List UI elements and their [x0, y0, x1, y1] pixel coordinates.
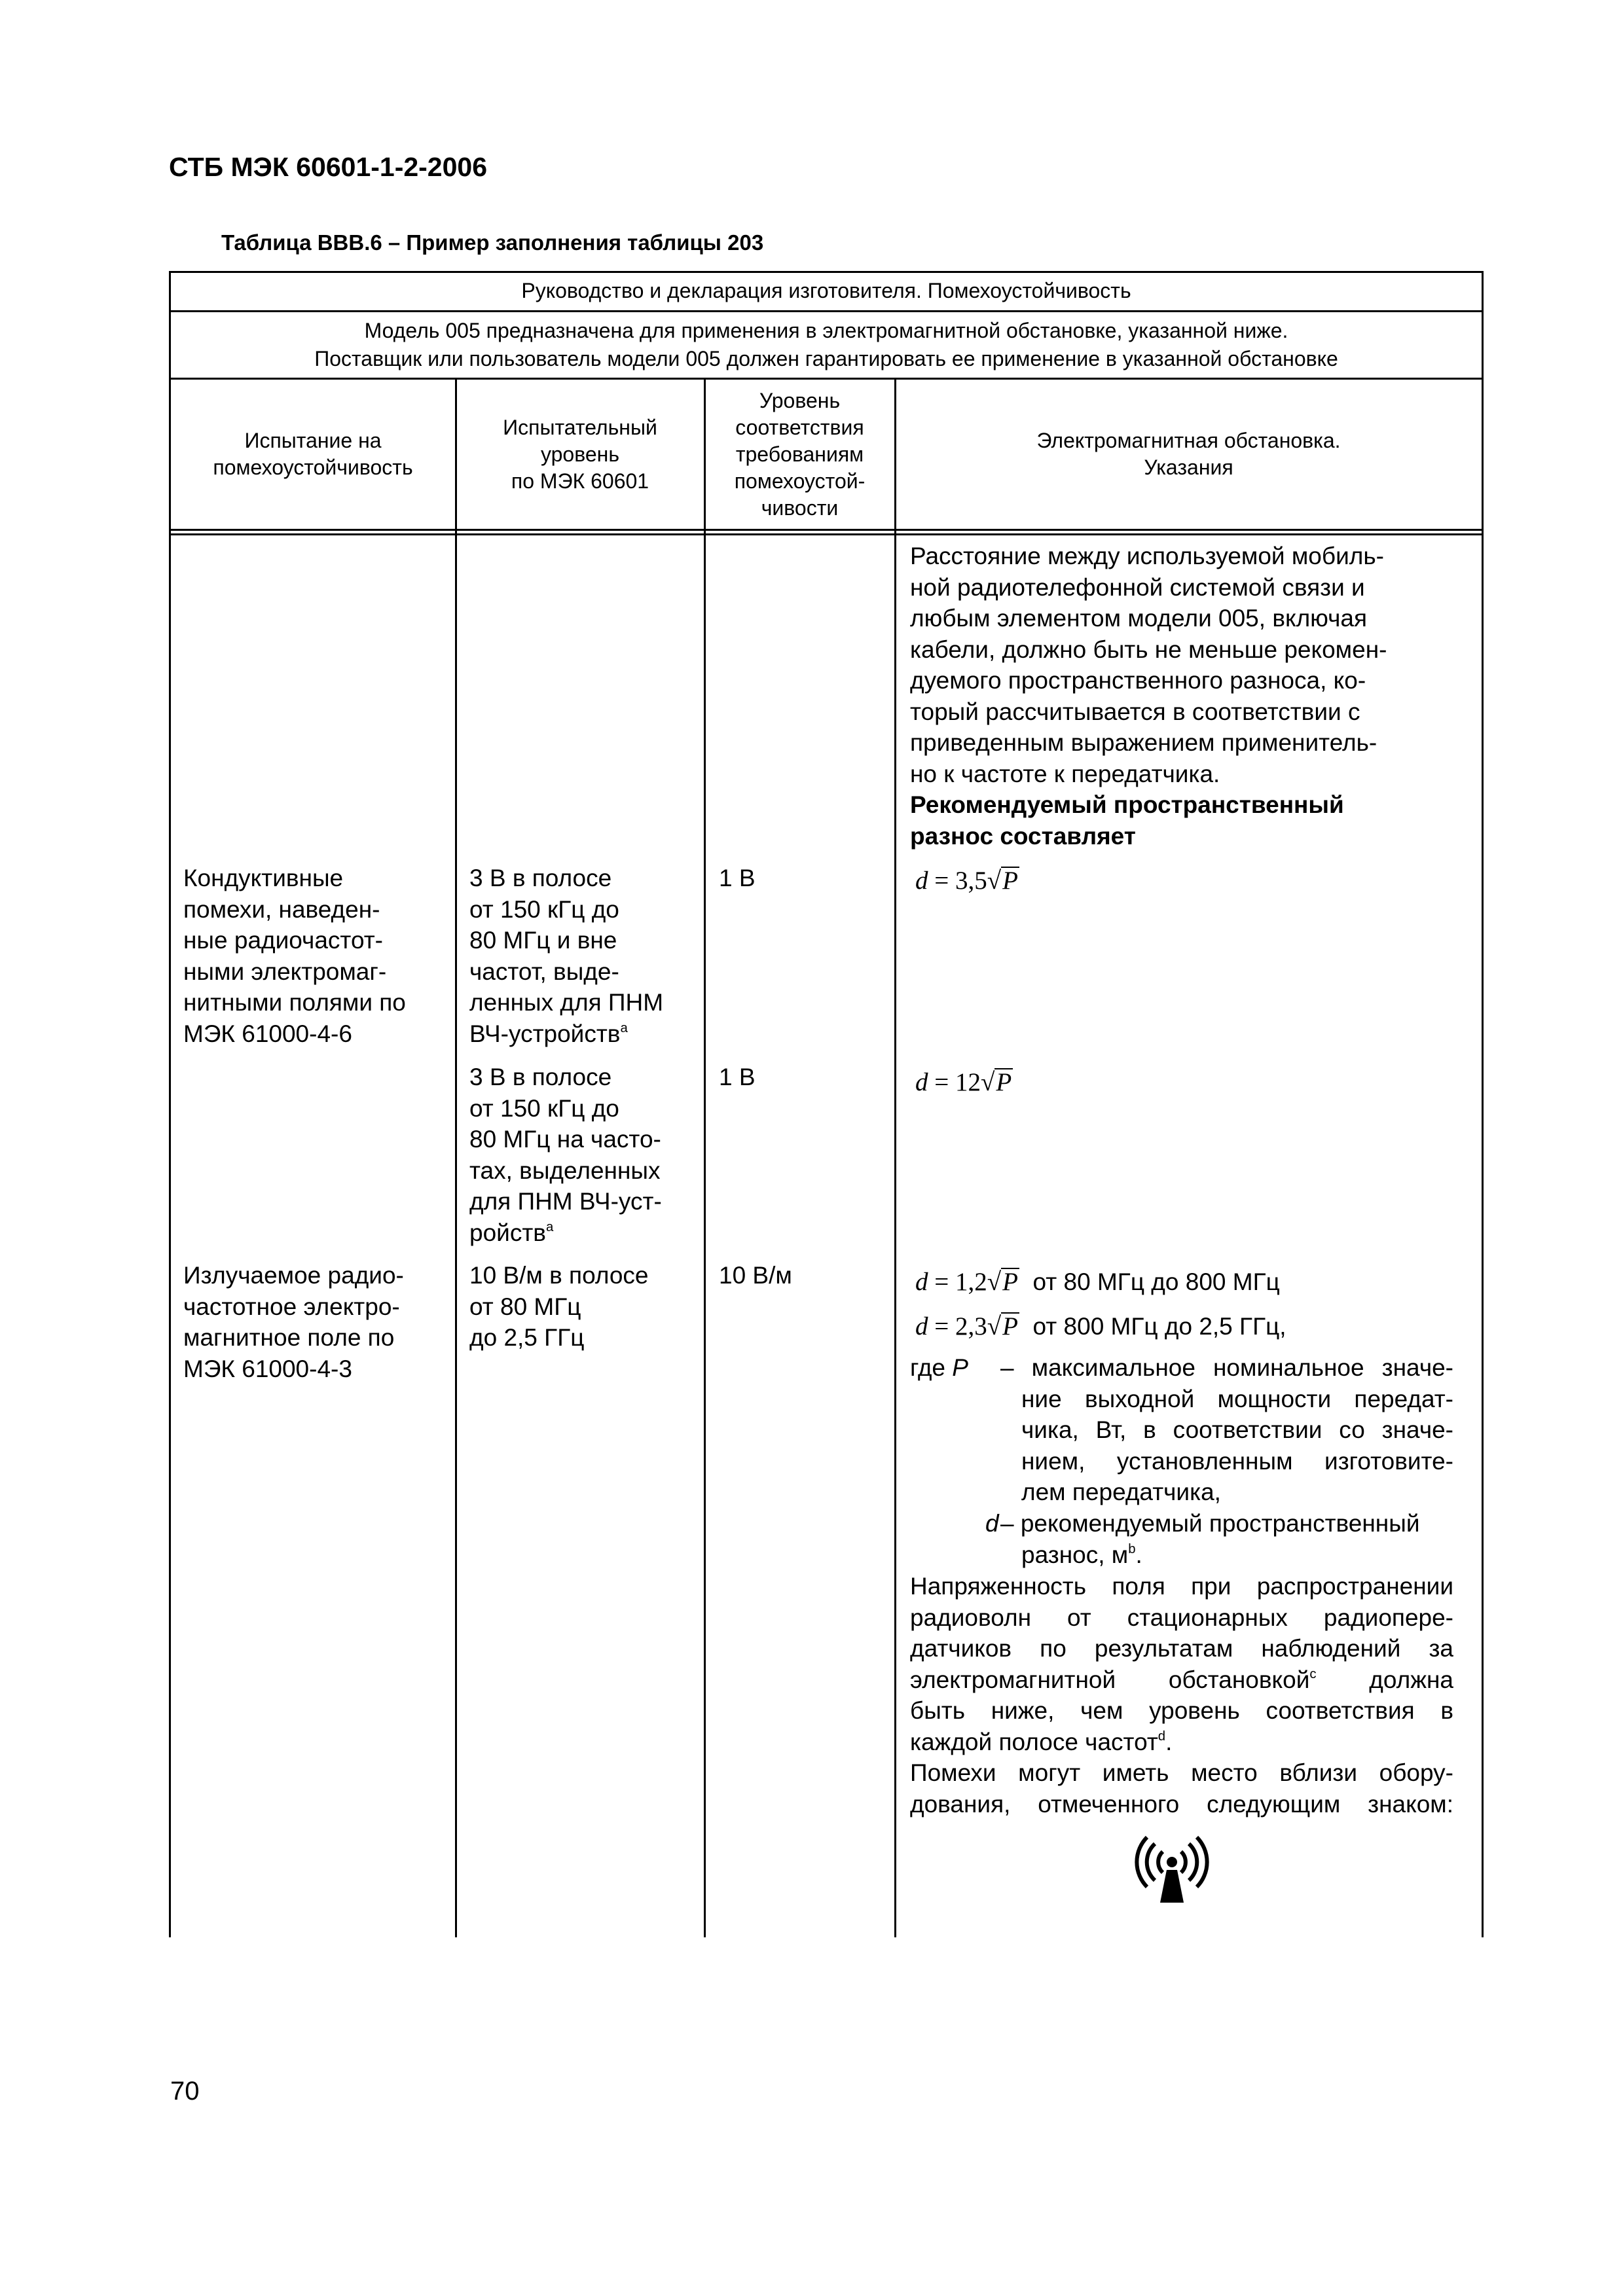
table-caption: Таблица ВВВ.6 – Пример заполнения таблицы 203 — [221, 230, 764, 255]
where-p-lead: где P — [910, 1354, 968, 1381]
document-title: СТБ МЭК 60601-1-2-2006 — [169, 152, 488, 182]
radiated-compliance: 10 В/м — [719, 1262, 792, 1289]
table-intro — [172, 317, 1481, 373]
formula-4: d = 2,3√P от 800 МГц до 2,5 ГГц, — [915, 1312, 1286, 1340]
intro-line: Модель 005 предназначена для применения в электромагнитной обстановке, указанной ниже. — [364, 319, 1288, 342]
footnote-marker: a — [620, 1020, 628, 1035]
where-p-definition: – максимальное номинальное значе- — [1000, 1354, 1453, 1381]
formula-2: d = 12√P — [915, 1068, 1012, 1096]
where-d-symbol: d — [985, 1510, 999, 1537]
non-ionizing-radiation-icon — [1126, 1829, 1218, 1908]
column-header-level: Испытательный уровень по МЭК 60601 — [503, 415, 657, 493]
conducted-level-1: 3 В в полосе от 150 кГц до 80 МГц и вне частот, выде- ленных для ПНМ ВЧ-устройств$^a$ — [469, 865, 664, 1047]
formula-3: d = 1,2√P от 80 МГц до 800 МГц — [915, 1268, 1280, 1296]
footnote-marker: c — [1309, 1666, 1317, 1681]
intro-line: Поставщик или пользователь модели 005 должен гарантировать ее применение в указанной обстановке — [314, 347, 1338, 370]
column-header-test: Испытание на помехоустойчивость — [213, 429, 413, 479]
footnote-marker: d — [1158, 1729, 1166, 1744]
column-header-compliance: Уровень соответствия требованиям помехоустой- чивости — [734, 388, 866, 520]
where-d-definition: – рекомендуемый пространственный разнос, $м^b$. — [1000, 1510, 1420, 1568]
page-number: 70 — [170, 2077, 200, 2106]
column-header-environment: Электромагнитная обстановка. Указания — [1036, 429, 1341, 479]
table-title-row: Руководство и декларация изготовителя. Помехоустойчивость — [521, 279, 1131, 302]
interference-note: Помехи могут иметь место вблизи обору- дования, отмеченного следующим знаком: — [910, 1759, 1453, 1818]
formula-1: d = 3,5√P — [915, 867, 1018, 895]
footnote-marker: a — [545, 1219, 554, 1234]
where-p-definition-cont: ние выходной мощности передат- чика, Вт, в соответствии со значе- нием, установленным изготовите- лем передатчика, — [1021, 1385, 1453, 1505]
conducted-test-name: Кондуктивные помехи, наведен- ные радиочастот- ными электромаг- нитными полями по МЭК 61000-4-6 — [183, 865, 406, 1047]
radiated-test-name: Излучаемое радио- частотное электро- магнитное поле по МЭК 61000-4-3 — [183, 1262, 404, 1382]
conducted-compliance-2: 1 В — [719, 1064, 756, 1090]
conducted-level-2: 3 В в полосе от 150 кГц до 80 МГц на часто- тах, выделенных для ПНМ ВЧ-уст- ройств$^a$ — [469, 1064, 662, 1246]
radiated-level: 10 В/м в полосе от 80 МГц до 2,5 ГГц — [469, 1262, 649, 1351]
environment-intro: Расстояние между используемой мобиль- ной радиотелефонной системой связи и любым элементом модели 005, включая кабели, должно быть не меньше рекомен- дуемого пространственного разноса, ко- торый рассчитывается в соответствии с приведенным выражением применитель- но к частоте к передатчика. Рекомендуемый пространственный разнос составляет — [910, 543, 1387, 850]
field-strength-note: Напряженность поля при распространении радиоволн от стационарных радиопере- датчиков по результатам наблюдений за электромагнитной обстановкой$^c$ должна быть ниже, чем уровень соответствия в каждой полосе частот$^d$. — [910, 1573, 1453, 1755]
footnote-marker: b — [1128, 1541, 1136, 1556]
conducted-compliance-1: 1 В — [719, 865, 756, 891]
